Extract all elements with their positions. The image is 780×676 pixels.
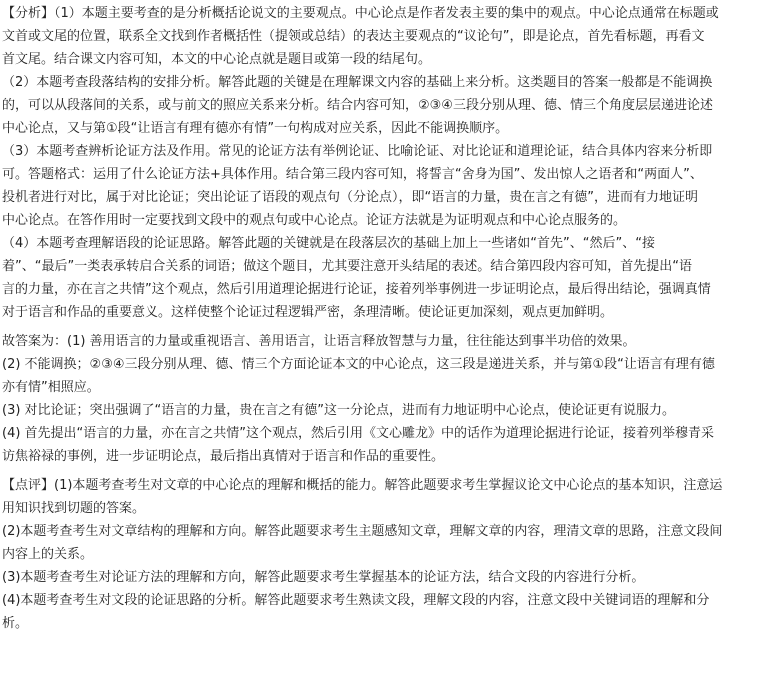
analysis-line: 着”、“最后”一类表承转启合关系的词语；做这个题目，尤其要注意开头结尾的表述。结合第四段内容可知，首先提出“语 [2, 259, 692, 274]
analysis-line: 文首或文尾的位置，联系全文找到作者概括性（提领或总结）的表达主要观点的“议论句”，即是论点，首先看标题，再看文 [2, 29, 705, 44]
answer-line: 故答案为：(1) 善用语言的力量或重视语言、善用语言，让语言释放智慧与力量，往往能达到事半功倍的效果。 [2, 334, 636, 349]
answer-line: 亦有情”相照应。 [2, 380, 100, 395]
answer-line: (3) 对比论证；突出强调了“语言的力量，贵在言之有德”这一分论点，进而有力地证明中心论点，使论证更有说服力。 [2, 403, 676, 418]
answer-line: (2) 不能调换；②③④三段分别从理、德、情三个方面论证本文的中心论点，这三段是递进关系，并与第①段“让语言有理有德 [2, 357, 715, 372]
analysis-line: 首文尾。结合课文内容可知，本文的中心论点就是题目或第一段的结尾句。 [2, 52, 432, 67]
comment-line: 用知识找到切题的答案。 [2, 501, 146, 516]
analysis-line: 投机者进行对比，属于对比论证；突出论证了语段的观点句（分论点），即“语言的力量，贵在言之有德”，进而有力地证明 [2, 190, 698, 205]
comment-line: (3)本题考查考生对论证方法的理解和方向，解答此题要求考生掌握基本的论证方法，结合文段的内容进行分析。 [2, 570, 645, 585]
analysis-line: 言的力量，亦在言之共情”这个观点，然后引用道理论据进行论证，接着列举事例进一步证明论点，最后得出结论，强调真情 [2, 282, 711, 297]
comment-line: 【点评】(1)本题考查考生对文章的中心论点的理解和概括的能力。解答此题要求考生掌握议论文中心论点的基本知识，注意运 [2, 478, 723, 493]
analysis-section [2, 2, 776, 324]
analysis-line: 对于语言和作品的重要意义。这样使整个论证过程逻辑严密，条理清晰。使论证更加深刻，观点更加鲜明。 [2, 305, 614, 320]
answer-line: 访焦裕禄的事例，进一步证明论点，最后指出真情对于语言和作品的重要性。 [2, 449, 445, 464]
comment-section [2, 474, 776, 635]
comment-line: (2)本题考查考生对文章结构的理解和方向。解答此题要求考生主题感知文章，理解文章的内容，理清文章的思路，注意文段间 [2, 524, 723, 539]
comment-line: (4)本题考查考生对文段的论证思路的分析。解答此题要求考生熟读文段，理解文段的内容，注意文段中关键词语的理解和分 [2, 593, 710, 608]
answers-section [2, 330, 776, 468]
analysis-line: 【分析】（1）本题主要考查的是分析概括论说文的主要观点。中心论点是作者发表主要的集中的观点。中心论点通常在标题或 [2, 6, 719, 21]
analysis-line: 中心论点，又与第①段“让语言有理有德亦有情”一句构成对应关系，因此不能调换顺序。 [2, 121, 509, 136]
analysis-line: 中心论点。在答作用时一定要找到文段中的观点句或中心论点。论证方法就是为证明观点和中心论点服务的。 [2, 213, 627, 228]
analysis-line: 可。答题格式：运用了什么论证方法+具体作用。结合第三段内容可知，将誓言“舍身为国”、发出惊人之语者和“两面人”、 [2, 167, 703, 182]
analysis-line: （2）本题考查段落结构的安排分析。解答此题的关键是在理解课文内容的基础上来分析。这类题目的答案一般都是不能调换 [2, 75, 713, 90]
analysis-line: （4）本题考查理解语段的论证思路。解答此题的关键就是在段落层次的基础上加上一些诸如“首先”、“然后”、“接 [2, 236, 655, 251]
analysis-line: （3）本题考查辨析论证方法及作用。常见的论证方法有举例论证、比喻论证、对比论证和道理论证，结合具体内容来分析即 [2, 144, 713, 159]
answer-line: (4) 首先提出“语言的力量，亦在言之共情”这个观点，然后引用《文心雕龙》中的话作为道理论据进行论证，接着列举穆青采 [2, 426, 715, 441]
comment-line: 析。 [2, 616, 29, 631]
comment-line: 内容上的关系。 [2, 547, 94, 562]
analysis-line: 的，可以从段落间的关系，或与前文的照应关系来分析。结合内容可知，②③④三段分别从理、德、情三个角度层层递进论述 [2, 98, 713, 113]
